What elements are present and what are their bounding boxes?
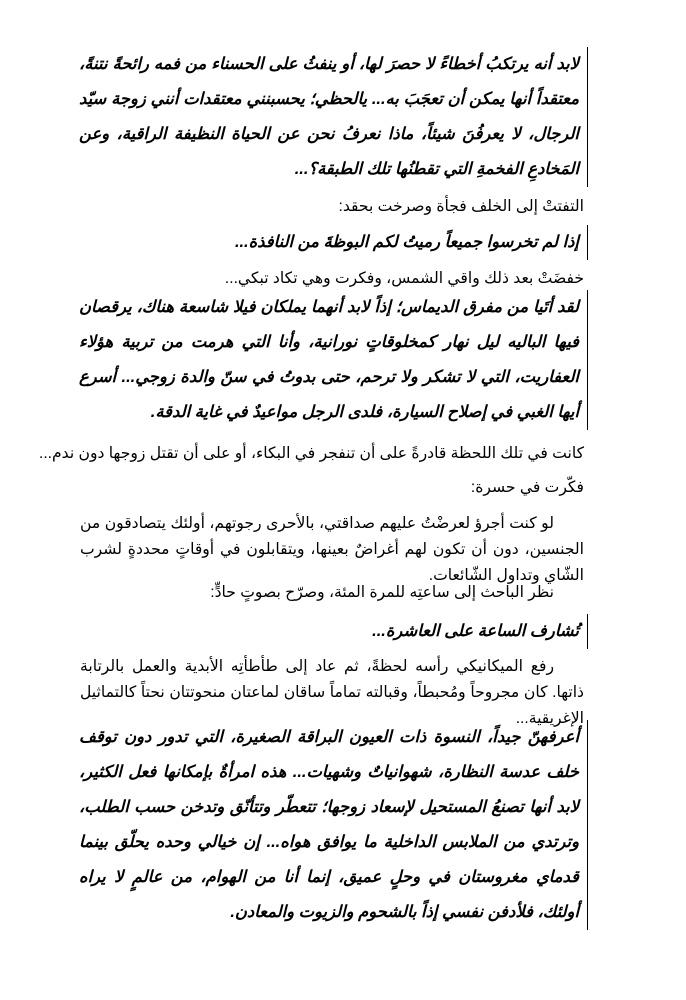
paragraph-6: نظر الباحث إلى ساعتِه للمرة المئة، وصرّح بصوتٍ حادٍّ: xyxy=(210,584,554,601)
quote-block-2: إذا لم تخرسوا جميعاً رميتُ لكم البوظةَ من النافذة... xyxy=(79,225,588,260)
paragraph-7: رفع الميكانيكي رأسه لحظةً، ثم عاد إلى طأطأتِه الأبدية والعمل بالرتابة ذاتها. كان مجروحاً ومُحبطاً، وقبالته تماماً ساقان لماعتان منحوتتان نحتاً كالتماثيل الإغريقية... xyxy=(80,658,584,727)
quote-block-5: أعرفهنّ جيداً، النسوة ذات العيون البراقة الصغيرة، التي تدور دون توقف خلف عدسة النظارة، شهوانياتٌ وشهيات... هذه امرأةٌ بإمكانها فعل الكثير، لابد أنها تصنعُ المستحيل لإسعاد زوجها؛ تتعطّر وتتأنّق وتدخن حسب الطلب، وترتدي من الملابس الداخلية ما يوافق هواه... إن خيالي وحده يحلّق بينما قدماي مغروستان في وحلٍ عميق، إنما أنا من الهوام، من عالمٍ لا يراه أولئك، فلأدفن نفسي إذاً بالشحوم والزيوت والمعادن. xyxy=(79,720,588,930)
quote-block-3: لقد أتَيا من مفرق الديماس؛ إذاً لابد أنهما يملكان فيلا شاسعة هناك، يرقصان فيها الباليه ليل نهار كمخلوقاتٍ نورانية، وأنا التي هرمت من تربية هؤلاء العفاريت، التي لا تشكر ولا ترحم، حتى بدوتُ في سنّ والدة زوجي... أسرع أيها الغبي في إصلاح السيارة، فلدى الرجل مواعيدٌ في غاية الدقة. xyxy=(79,290,588,430)
paragraph-2: خفضَتْ بعد ذلك واقي الشمس، وفكرت وهي تكاد تبكي... xyxy=(224,270,584,287)
quote-block-4: تُشارف الساعة على العاشرة... xyxy=(79,614,588,649)
paragraph-3: كانت في تلك اللحظة قادرةً على أن تنفجر في البكاء، أو على أن تقتل زوجها دون ندم... xyxy=(39,445,584,462)
paragraph-1: التفتتْ إلى الخلف فجأة وصرخت بحقد: xyxy=(338,198,584,215)
paragraph-5: لو كنت أجرؤ لعرضْتُ عليهم صداقتي، بالأحرى رجوتهم، أولئك يتصادقون من الجنسين، دون أن تكون لهم أغراضٌ بعينها، ويتقابلون في أوقاتٍ محددةٍ لشرب الشّاي وتداول الشّائعات. xyxy=(80,515,584,584)
quote-block-1: لابد أنه يرتكبُ أخطاءً لا حصرَ لها، أو ينفثُ على الحسناء من فمه رائحةً نتنةً، معتقداً أنها يمكن أن تعجَبَ به... يالحظي؛ يحسبنني معتقدات أنني زوجة سيّد الرجال، لا يعرفُنَ شيئاً، ماذا نعرفُ نحن عن الحياة النظيفة الراقية، وعن المَخادعِ الفخمةِ التي تقطنُها تلك الطبقة؟... xyxy=(79,47,588,187)
paragraph-4: فكّرت في حسرة: xyxy=(470,479,584,496)
